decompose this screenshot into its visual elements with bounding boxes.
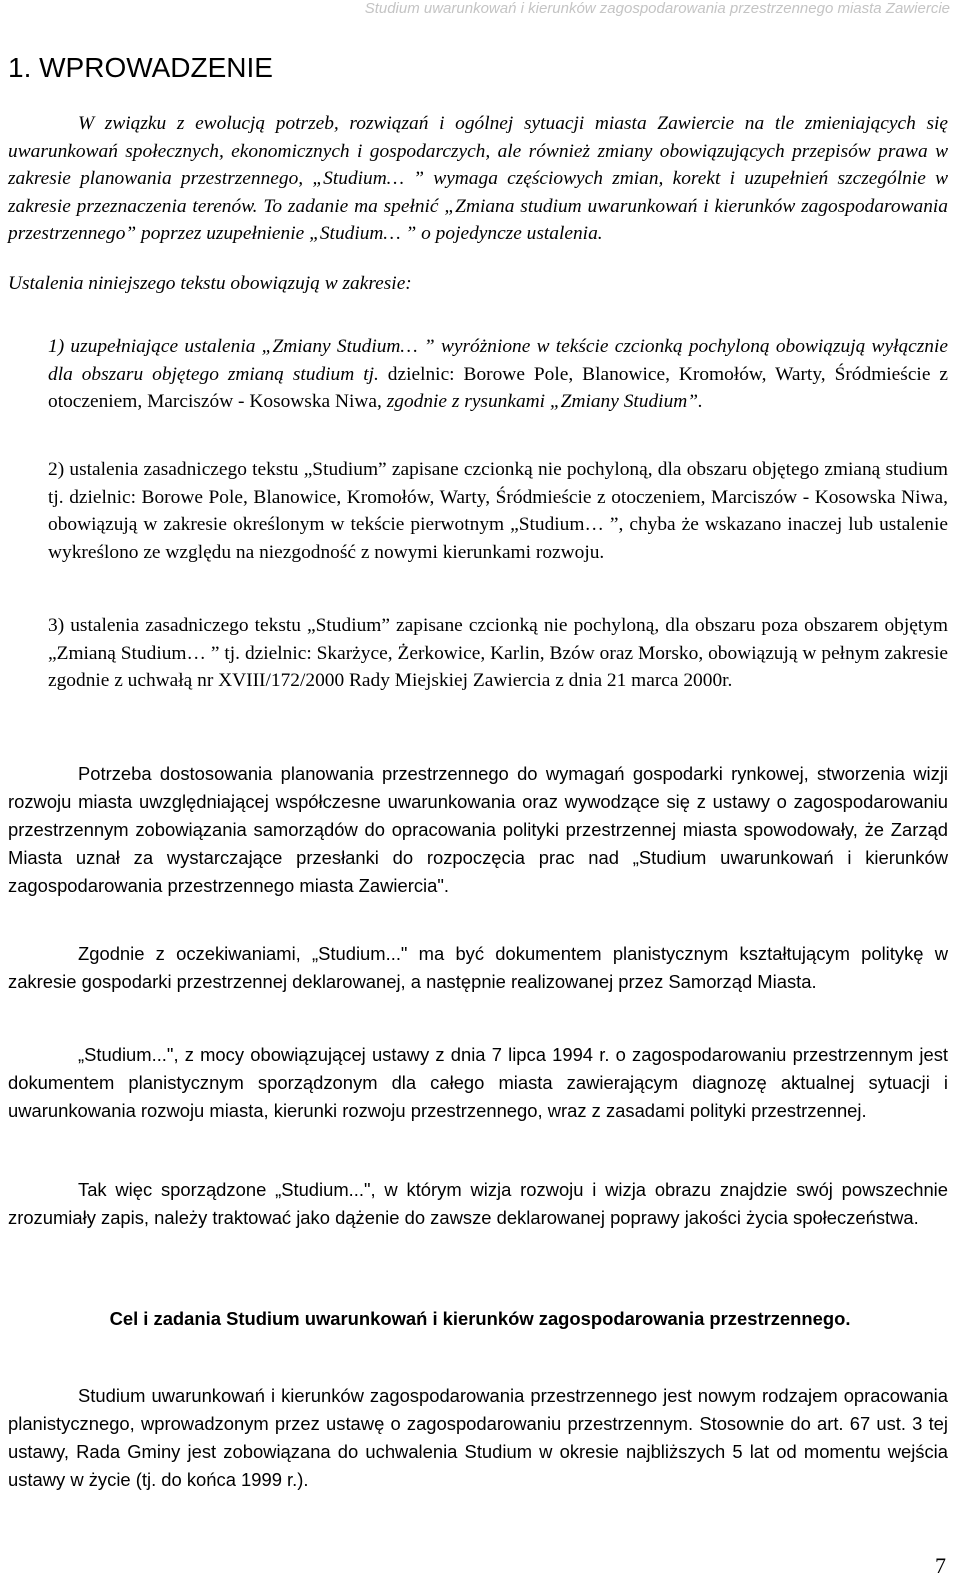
scope-item-1 <box>48 333 948 416</box>
body-paragraph-1: Potrzeba dostosowania planowania przestrzennego do wymagań gospodarki rynkowej, stworzenia wizji rozwoju miasta uwzględniającej współczesne uwarunkowania oraz wywodzące się z ustawy o zagospodarowaniu przestrzennym zobowiązania samorządów do opracowania polityki przestrzennej miasta spowodowały, że Zarząd Miasta uznał za wystarczające przesłanki do rozpoczęcia prac nad „Studium uwarunkowań i kierunków zagospodarowania przestrzennego miasta Zawiercia". <box>8 763 948 896</box>
page-number: 7 <box>935 1553 946 1578</box>
scope-item-3: 3) ustalenia zasadniczego tekstu „Studium” zapisane czcionką nie pochyloną, dla obszaru poza obszarem objętym „Zmianą Studium… ” tj. dzielnic: Skarżyce, Żerkowice, Karlin, Bzów oraz Morsko, obowiązują w pełnym zakresie zgodnie z uchwałą nr XVIII/172/2000 Rady Miejskiej Zawiercia z dnia 21 marca 2000r. <box>48 615 948 691</box>
subsection-heading: Cel i zadania Studium uwarunkowań i kierunków zagospodarowania przestrzennego. <box>109 1308 851 1329</box>
scope-item-1-regular: dzielnic: Borowe Pole, Blanowice, Kromołów, Warty, Śródmieście z otoczeniem, Marciszów - Kosowska Niwa, <box>48 363 948 412</box>
body-paragraph-4: Tak więc sporządzone „Studium...", w którym wizja rozwoju i wizja obrazu znajdzie swój powszechnie zrozumiały zapis, należy traktować jako dążenie do zawsze deklarowanej poprawy jakości życia społeczeństwa. <box>8 1179 948 1228</box>
section-heading: 1. WPROWADZENIE <box>8 52 273 83</box>
running-header: Studium uwarunkowań i kierunków zagospodarowania przestrzennego miasta Zawiercie <box>364 0 950 17</box>
body-paragraph-3: „Studium...", z mocy obowiązującej ustawy z dnia 7 lipca 1994 r. o zagospodarowaniu przestrzennym jest dokumentem planistycznym sporządzonym dla całego miasta zawierającym diagnozę aktualnej sytuacji i uwarunkowania rozwoju miasta, kierunki rozwoju przestrzennego, wraz z zasadami polityki przestrzennej. <box>8 1044 948 1121</box>
scope-item-2: 2) ustalenia zasadniczego tekstu „Studium” zapisane czcionką nie pochyloną, dla obszaru objętego zmianą studium tj. dzielnic: Borowe Pole, Blanowice, Kromołów, Warty, Śródmieście z otoczeniem, Marciszów - Kosowska Niwa, obowiązują w zakresie określonym w tekście pierwotnym „Studium… ”, chyba że wskazano inaczej lub ustalenie wykreślono ze względu na niezgodność z nowymi kierunkami rozwoju. <box>48 459 948 563</box>
body-paragraph-2: Zgodnie z oczekiwaniami, „Studium..." ma być dokumentem planistycznym kształtującym politykę w zakresie gospodarki przestrzennej deklarowanej, a następnie realizowanej przez Samorząd Miasta. <box>8 943 948 992</box>
intro-paragraph: W związku z ewolucją potrzeb, rozwiązań i ogólnej sytuacji miasta Zawiercie na tle zmieniających się uwarunkowań społecznych, ekonomicznych i gospodarczych, ale również zmiany obowiązujących przepisów prawa w zakresie planowania przestrzennego, „Studium… ” wymaga częściowych zmian, korekt i uzupełnień szczególnie w zakresie przeznaczenia terenów. To zadanie ma spełnić „Zmiana studium uwarunkowań i kierunków zagospodarowania przestrzennego” poprzez uzupełnienie „Studium… ” o pojedyncze ustalenia. <box>8 113 948 244</box>
scope-item-1-italic: 1) uzupełniające ustalenia „Zmiany Studium… ” wyróżnione w tekście czcionką pochyloną obowiązują wyłącznie dla obszaru objętego zmianą studium tj. <box>48 336 948 385</box>
scope-intro: Ustalenia niniejszego tekstu obowiązują w zakresie: <box>8 273 412 294</box>
scope-item-1-tail: zgodnie z rysunkami „Zmiany Studium”. <box>381 391 703 412</box>
subsection-paragraph: Studium uwarunkowań i kierunków zagospodarowania przestrzennego jest nowym rodzajem opracowania planistycznego, wprowadzonym przez ustawę o zagospodarowaniu przestrzennym. Stosownie do art. 67 ust. 3 tej ustawy, Rada Gminy jest zobowiązana do uchwalenia Studium w okresie najbliższych 5 lat od momentu wejścia ustawy w życie (tj. do końca 1999 r.). <box>8 1385 948 1490</box>
